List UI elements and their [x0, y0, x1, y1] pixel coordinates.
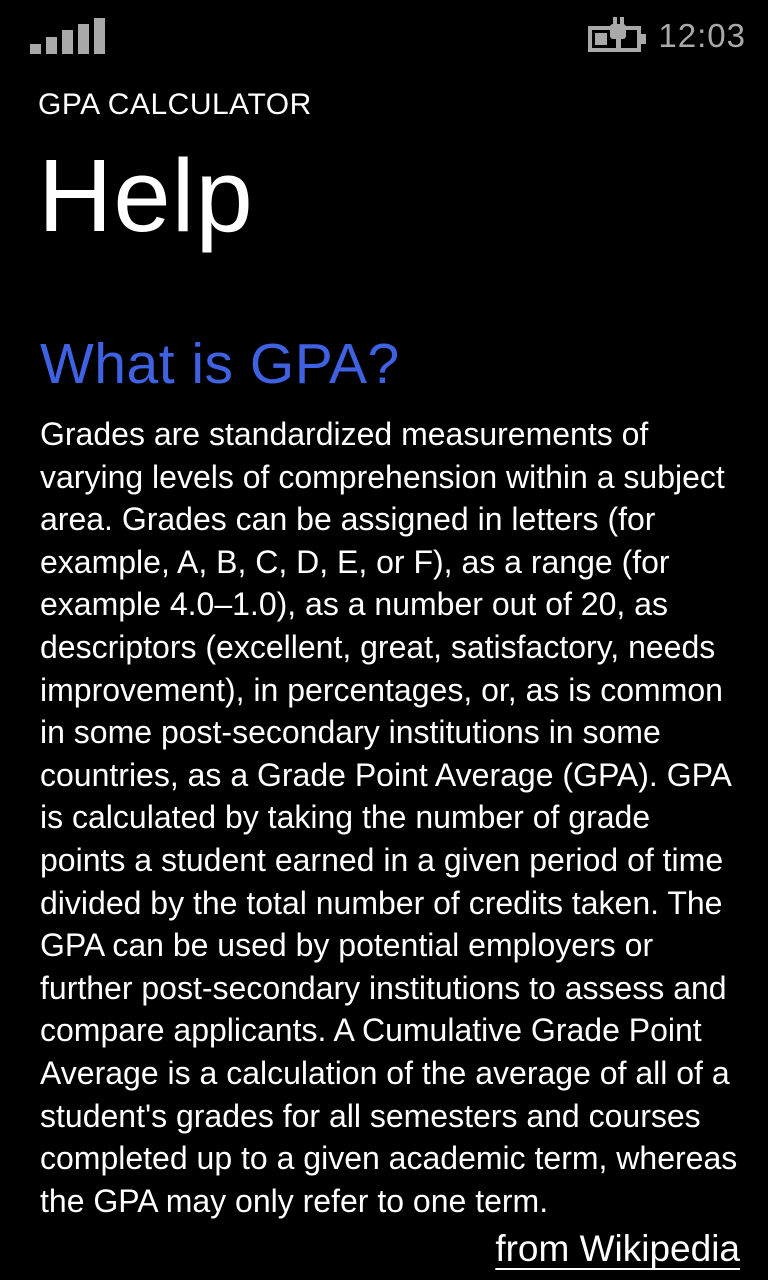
app-title: GPA CALCULATOR: [38, 88, 312, 121]
signal-strength-icon: [30, 18, 108, 54]
battery-charging-icon: [588, 17, 646, 55]
help-body-text: Grades are standardized measurements of varying levels of comprehension within a subject area. Grades can be assigned in letters (for example, A, B, C, D, E, or F), as a range (for example 4.0–1.0), as a number out of 20, as descriptors (excellent, great, satisfactory, needs improvement), in percentages, or, as is common in some post-secondary institutions in some countries, as a Grade Point Average (GPA). GPA is calculated by taking the number of grade points a student earned in a given period of time divided by the total number of credits taken. The GPA can be used by potential employers or further post-secondary institutions to assess and compare applicants. A Cumulative Grade Point Average is a calculation of the average of all of a student's grades for all semesters and courses completed up to a given academic term, whereas the GPA may only refer to one term.: [40, 416, 738, 1219]
help-content: [0, 331, 768, 1270]
status-bar: [0, 0, 768, 58]
wikipedia-link[interactable]: from Wikipedia: [495, 1228, 740, 1270]
attribution-row: [40, 1228, 740, 1270]
section-heading: What is GPA?: [40, 332, 400, 396]
page-title: Help: [38, 138, 254, 253]
page-header: [0, 58, 768, 253]
status-time: 12:03: [658, 17, 746, 54]
